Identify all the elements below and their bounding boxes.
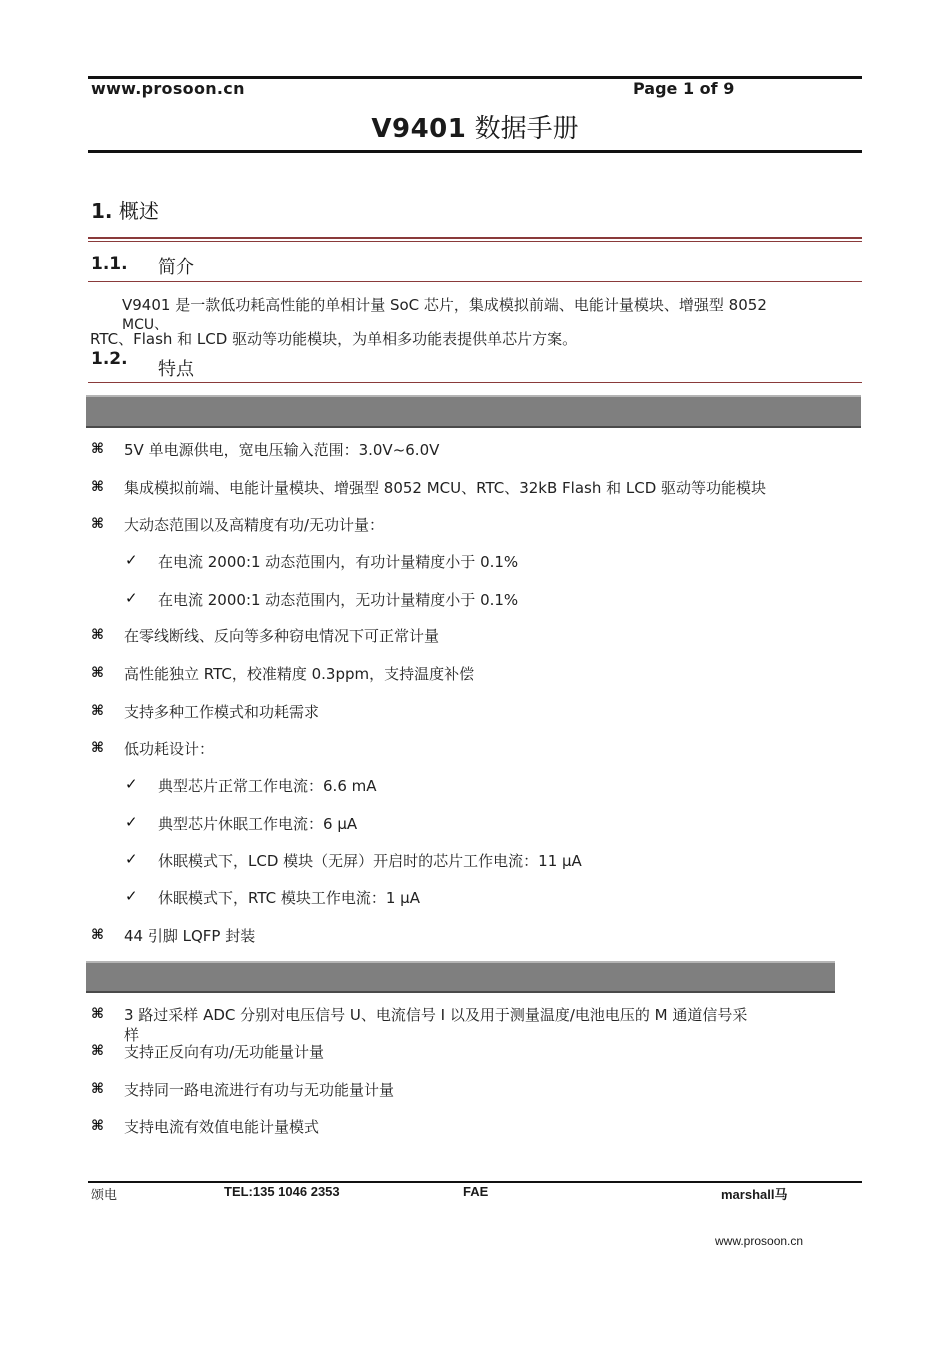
feature-item: 大动态范围以及高精度有功/无功计量： xyxy=(124,516,385,534)
intro-paragraph-wrap: MCU、 xyxy=(122,317,169,333)
footer-fae: FAE xyxy=(463,1184,489,1199)
section-1-number: 1. xyxy=(91,199,113,223)
section-1-rule xyxy=(88,237,862,239)
feature-group-band-1 xyxy=(86,395,861,428)
metering-item-line-1: 3 路过采样 ADC 分别对电压信号 U、电流信号 I 以及用于测量温度/电池电压的 M 通道信号采 xyxy=(124,1006,748,1024)
feature-subitem: 休眠模式下，LCD 模块（无屏）开启时的芯片工作电流：11 μA xyxy=(158,852,582,870)
checkmark-icon: ✓ xyxy=(125,887,138,905)
feature-subitem: 典型芯片正常工作电流：6.6 mA xyxy=(158,777,377,795)
checkmark-icon: ✓ xyxy=(125,813,138,831)
section-1-rule-2 xyxy=(88,241,862,242)
feature-item: 支持多种工作模式和功耗需求 xyxy=(124,703,320,721)
bullet-icon: ⌘ xyxy=(91,665,104,681)
checkmark-icon: ✓ xyxy=(125,551,138,569)
feature-item: 5V 单电源供电，宽电压输入范围：3.0V~6.0V xyxy=(124,441,440,459)
metering-item: 支持正反向有功/无功能量计量 xyxy=(124,1043,325,1061)
checkmark-icon: ✓ xyxy=(125,775,138,793)
title-model: V9401 xyxy=(371,114,467,144)
section-1-2-number: 1.2. xyxy=(91,349,128,369)
header-url[interactable]: www.prosoon.cn xyxy=(91,79,245,98)
metering-item-line-2: 样 xyxy=(124,1026,140,1044)
bullet-icon: ⌘ xyxy=(91,516,104,532)
feature-item: 高性能独立 RTC，校准精度 0.3ppm，支持温度补偿 xyxy=(124,665,475,683)
feature-subitem: 在电流 2000:1 动态范围内，有功计量精度小于 0.1% xyxy=(158,553,519,571)
checkmark-icon: ✓ xyxy=(125,589,138,607)
header-bottom-rule xyxy=(88,150,862,153)
section-1-1-title: 简介 xyxy=(158,257,194,278)
title-text: 数据手册 xyxy=(474,114,579,144)
header-page-number: Page 1 of 9 xyxy=(633,79,735,98)
intro-paragraph-line-1: V9401 是一款低功耗高性能的单相计量 SoC 芯片，集成模拟前端、电能计量模块、增强型 8052 xyxy=(122,296,767,314)
section-1-heading xyxy=(91,195,159,224)
feature-group-band-2 xyxy=(86,961,835,993)
feature-item: 低功耗设计： xyxy=(124,740,215,758)
bullet-icon: ⌘ xyxy=(91,479,104,495)
document-title xyxy=(0,108,950,145)
section-1-1-rule xyxy=(88,281,862,282)
section-1-2-title: 特点 xyxy=(158,359,194,380)
bullet-icon: ⌘ xyxy=(91,1006,104,1022)
footer-tel: TEL:135 1046 2353 xyxy=(224,1184,340,1199)
bullet-icon: ⌘ xyxy=(91,1081,104,1097)
feature-item: 集成模拟前端、电能计量模块、增强型 8052 MCU、RTC、32kB Flash 和 LCD 驱动等功能模块 xyxy=(124,479,767,497)
section-1-title: 概述 xyxy=(118,199,159,223)
feature-subitem: 在电流 2000:1 动态范围内，无功计量精度小于 0.1% xyxy=(158,591,519,609)
bullet-icon: ⌘ xyxy=(91,1043,104,1059)
checkmark-icon: ✓ xyxy=(125,850,138,868)
footer-name: marshall马 xyxy=(721,1187,788,1202)
feature-subitem: 典型芯片休眠工作电流：6 μA xyxy=(158,815,358,833)
metering-item: 支持同一路电流进行有功与无功能量计量 xyxy=(124,1081,395,1099)
footer-url[interactable]: www.prosoon.cn xyxy=(715,1234,804,1248)
bullet-icon: ⌘ xyxy=(91,703,104,719)
bullet-icon: ⌘ xyxy=(91,927,104,943)
section-1-1-number: 1.1. xyxy=(91,254,128,274)
feature-item: 在零线断线、反向等多种窃电情况下可正常计量 xyxy=(124,627,440,645)
bullet-icon: ⌘ xyxy=(91,441,104,457)
section-1-2-rule xyxy=(88,382,862,383)
footer-rule xyxy=(88,1181,862,1183)
intro-paragraph-line-2: RTC、Flash 和 LCD 驱动等功能模块，为单相多功能表提供单芯片方案。 xyxy=(90,330,578,348)
footer-left-text: 颂电 xyxy=(91,1188,118,1203)
bullet-icon: ⌘ xyxy=(91,627,104,643)
bullet-icon: ⌘ xyxy=(91,740,104,756)
bullet-icon: ⌘ xyxy=(91,1118,104,1134)
feature-item: 44 引脚 LQFP 封装 xyxy=(124,927,256,945)
feature-subitem: 休眠模式下，RTC 模块工作电流：1 μA xyxy=(158,889,420,907)
metering-item: 支持电流有效值电能计量模式 xyxy=(124,1118,320,1136)
